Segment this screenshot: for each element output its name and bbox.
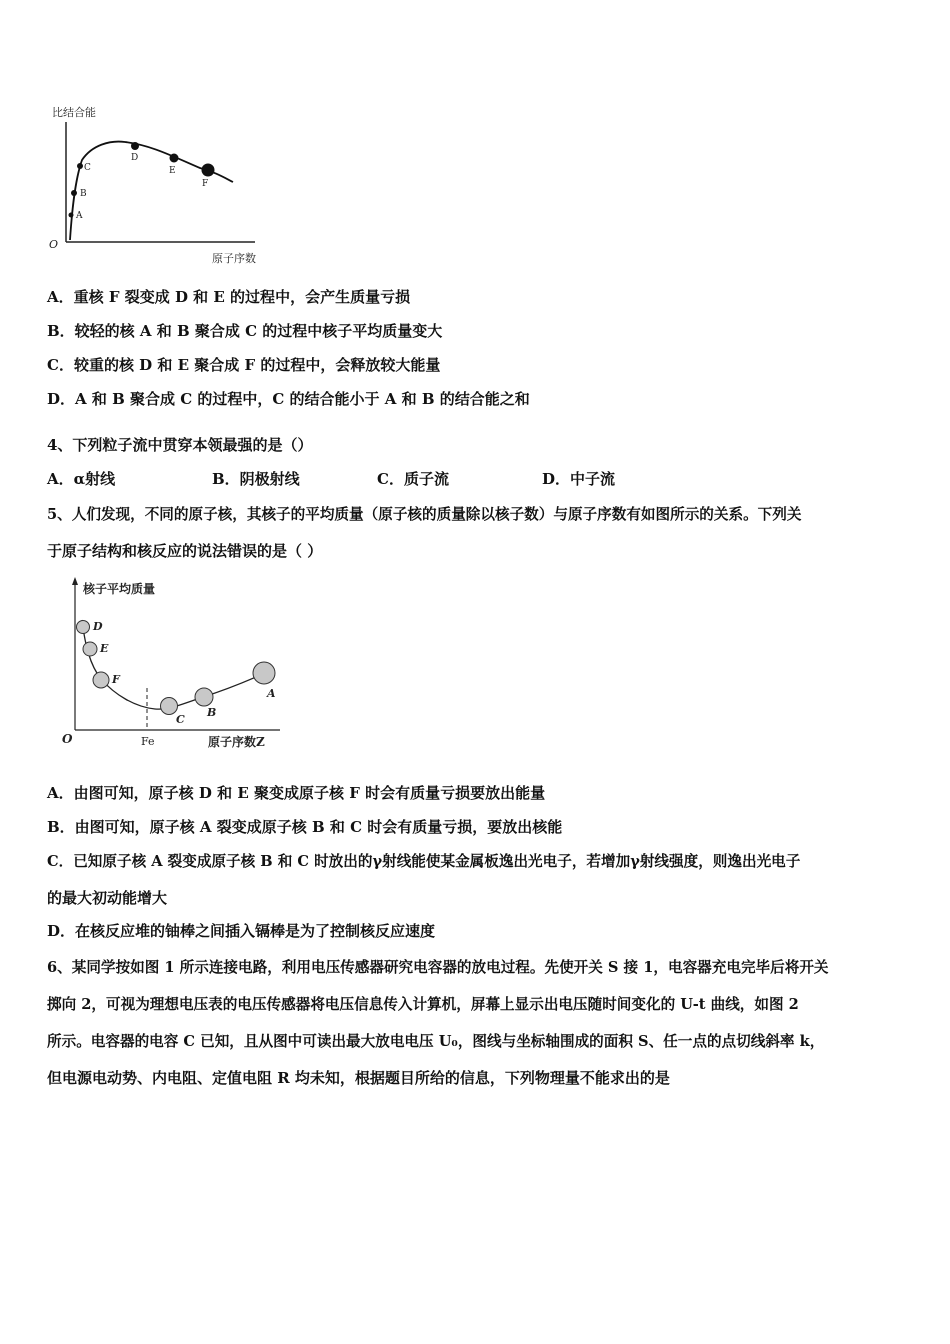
figure2-ylabel: 核子平均质量	[83, 582, 156, 596]
figure1-point-d-label: D	[131, 153, 139, 163]
q5-stem-line2: 于原子结构和核反应的说法错误的是（ ）	[47, 542, 323, 560]
figure1-origin: O	[49, 238, 59, 251]
figure2-fe-label: Fe	[141, 735, 155, 748]
q4-option-d: D．中子流	[542, 470, 616, 488]
figure1-point-e	[169, 154, 179, 177]
figure2-point-d-label: D	[93, 620, 103, 633]
figure2-point-f	[93, 672, 121, 688]
q4-stem: 4、下列粒子流中贯穿本领最强的是（）	[47, 436, 313, 454]
binding-energy-curve	[70, 142, 233, 240]
nucleon-mass-curve	[82, 620, 265, 709]
figure1-point-c-label: C	[84, 163, 91, 173]
q5-option-a: A．由图可知，原子核 D 和 E 聚变成原子核 F 时会有质量亏损要放出能量	[47, 784, 546, 802]
figure1-point-f-label: F	[202, 179, 209, 189]
figure2-point-e	[83, 642, 109, 656]
figure2-origin: O	[62, 732, 73, 746]
figure1-point-e-label: E	[169, 166, 176, 176]
q6-line3: 所示。电容器的电容 C 已知，且从图中可读出最大放电电压 U₀，图线与坐标轴围成的面积 S、任一点的点切线斜率 k，	[47, 1033, 825, 1050]
q6-line4: 但电源电动势、内电阻、定值电阻 R 均未知，根据题目所给的信息，下列物理量不能求出的是	[47, 1069, 670, 1087]
figure2-point-a-label: A	[267, 687, 276, 700]
q5-option-d: D．在核反应堆的铀棒之间插入镉棒是为了控制核反应速度	[47, 922, 436, 940]
q4-option-a: A．α射线	[47, 470, 116, 488]
figure1-ylabel: 比结合能	[52, 106, 96, 119]
figure2-point-b-label: B	[207, 706, 217, 719]
figure2-point-d	[77, 620, 104, 634]
figure2-point-e-label: E	[100, 642, 109, 655]
figure2-point-c-label: C	[176, 713, 185, 726]
q6-line2: 掷向 2，可视为理想电压表的电压传感器将电压信息传入计算机，屏幕上显示出电压随时间变化的 U-t 曲线，如图 2	[47, 996, 799, 1013]
figure1-point-f	[202, 164, 215, 190]
figure1-point-a-label: A	[76, 211, 83, 221]
figure2-point-a	[253, 662, 276, 700]
q3-option-d: D．A 和 B 聚合成 C 的过程中，C 的结合能小于 A 和 B 的结合能之和	[47, 390, 530, 408]
figure1-point-d	[131, 142, 139, 163]
nucleon-mass-figure	[55, 575, 295, 755]
figure1-xlabel: 原子序数	[212, 252, 256, 265]
q6-line1: 6、某同学按如图 1 所示连接电路，利用电压传感器研究电容器的放电过程。先使开关 S 接 1，电容器充电完毕后将开关	[47, 959, 829, 976]
binding-energy-figure	[40, 100, 280, 270]
figure2-point-b	[195, 688, 216, 719]
figure1-point-b-label: B	[80, 189, 87, 199]
q5-stem-line1: 5、人们发现，不同的原子核，其核子的平均质量（原子核的质量除以核子数）与原子序数有如图所示的关系。下列关	[47, 506, 802, 523]
figure2-point-c	[161, 698, 186, 727]
q4-option-b: B．阴极射线	[212, 470, 300, 488]
q3-option-c: C．较重的核 D 和 E 聚合成 F 的过程中，会释放较大能量	[47, 356, 441, 374]
q4-option-c: C．质子流	[377, 470, 449, 488]
q5-option-c-continued: 的最大初动能增大	[47, 889, 168, 907]
q3-option-b: B．较轻的核 A 和 B 聚合成 C 的过程中核子平均质量变大	[47, 322, 443, 340]
figure2-xlabel: 原子序数Z	[208, 735, 265, 749]
q5-option-c: C．已知原子核 A 裂变成原子核 B 和 C 时放出的γ射线能使某金属板逸出光电子，若增加γ射线强度，则逸出光电子	[47, 853, 801, 870]
q3-option-a: A．重核 F 裂变成 D 和 E 的过程中，会产生质量亏损	[47, 288, 411, 306]
figure1-point-a	[69, 211, 84, 221]
figure2-point-f-label: F	[112, 673, 120, 686]
q5-option-b: B．由图可知，原子核 A 裂变成原子核 B 和 C 时会有质量亏损，要放出核能	[47, 818, 563, 836]
